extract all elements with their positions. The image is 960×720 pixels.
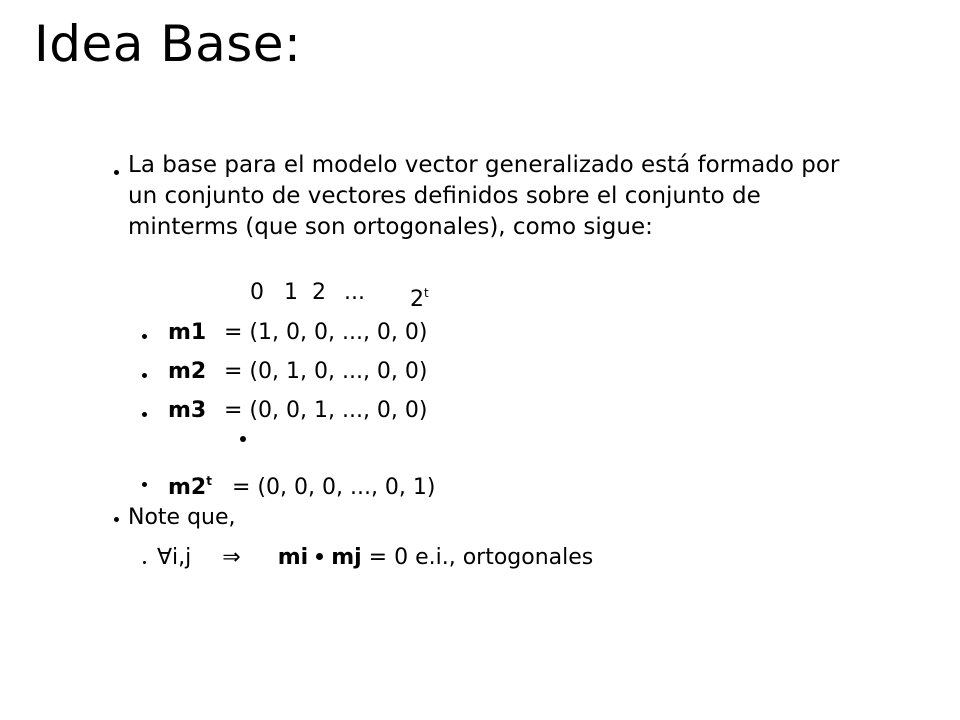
vector-value: = (0, 0, 0, ..., 0, 1) bbox=[232, 475, 436, 500]
implies-icon: ⇒ bbox=[222, 545, 241, 570]
sub-bullet-icon bbox=[142, 373, 147, 378]
orthogonality-formula bbox=[157, 543, 593, 573]
mj-label: mj bbox=[331, 545, 362, 570]
vector-label-base: m2 bbox=[168, 475, 207, 500]
vector-label: m2 bbox=[168, 359, 207, 384]
sub-bullet-icon bbox=[142, 412, 147, 417]
intro-line: un conjunto de vectores definidos sobre el conjunto de bbox=[128, 183, 761, 209]
vector-value: = (0, 0, 1, ..., 0, 0) bbox=[224, 398, 428, 423]
intro-line: La base para el modelo vector generalizado está formado por bbox=[128, 152, 840, 178]
vertical-ellipsis-icon bbox=[240, 436, 246, 442]
vector-value: = (0, 1, 0, ..., 0, 0) bbox=[224, 359, 428, 384]
vector-label: m3 bbox=[168, 398, 207, 423]
column-index-2: 2 bbox=[312, 280, 326, 305]
vector-row bbox=[168, 318, 428, 348]
column-index-last bbox=[410, 278, 429, 315]
mi-label: mi bbox=[277, 545, 309, 570]
column-index-last-base: 2 bbox=[410, 287, 424, 312]
column-index-last-sup: t bbox=[424, 286, 429, 300]
vector-row bbox=[168, 357, 428, 387]
column-index-0: 0 bbox=[250, 280, 264, 305]
vector-label bbox=[168, 466, 232, 503]
forall-text: ∀i,j bbox=[157, 545, 192, 570]
formula-result: = 0 e.i., ortogonales bbox=[368, 545, 594, 570]
intro-line: minterms (que son ortogonales), como sigue: bbox=[128, 214, 653, 240]
vector-label-sup: t bbox=[206, 474, 212, 488]
bullet-icon bbox=[114, 517, 119, 522]
dot-product-icon bbox=[316, 553, 323, 560]
vector-row bbox=[168, 396, 428, 426]
sub-bullet-icon bbox=[142, 482, 147, 487]
note-text: Note que, bbox=[128, 505, 236, 530]
small-bullet-icon bbox=[143, 561, 146, 564]
bullet-icon bbox=[114, 170, 119, 175]
column-index-1: 1 bbox=[284, 280, 298, 305]
intro-paragraph bbox=[128, 150, 918, 243]
slide-title: Idea Base: bbox=[34, 15, 302, 73]
vector-label: m1 bbox=[168, 320, 207, 345]
sub-bullet-icon bbox=[142, 334, 147, 339]
vector-row-last bbox=[168, 466, 436, 503]
vector-value: = (1, 0, 0, ..., 0, 0) bbox=[224, 320, 428, 345]
column-index-ellipsis: ... bbox=[344, 280, 365, 305]
